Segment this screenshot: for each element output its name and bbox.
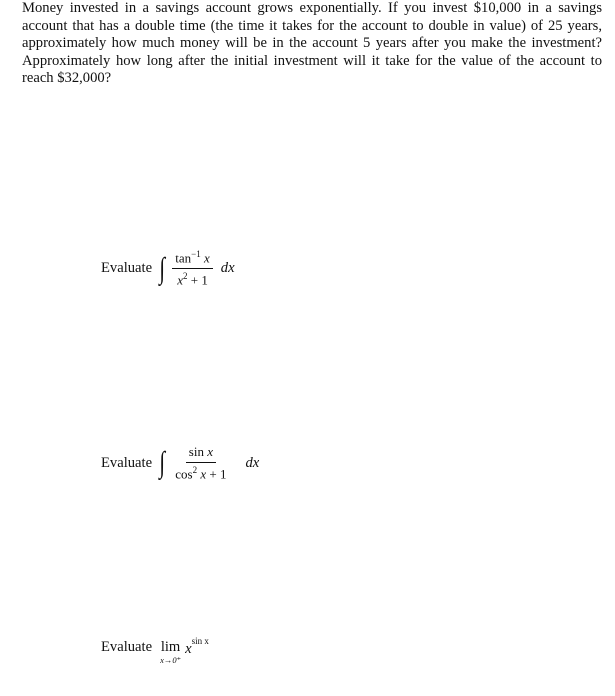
evaluate-label: Evaluate [101,260,153,277]
limit [160,639,181,665]
denominator-rest: + 1 [187,272,208,288]
evaluate-label: Evaluate [101,639,153,655]
integral-sign: ∫ [159,446,166,480]
differential: dx [220,260,235,277]
denominator-var: x [200,466,207,482]
denominator-func: cos [175,466,193,482]
numerator-var: x [204,250,210,266]
numerator-var: x [207,444,213,459]
fraction [172,444,229,482]
problem-limit [101,636,209,665]
denominator-exponent: 2 [183,271,188,282]
limit-base: x [185,640,192,657]
integral-sign: ∫ [159,251,166,285]
inverse-exponent: −1 [191,249,201,259]
fraction [172,249,213,289]
numerator-func: tan [175,250,192,266]
numerator-func: sin [188,444,204,459]
question-text: Money invested in a savings account grows exponentially. If you invest $10,000 in a savings account that has a double time (the time it takes for the account to double in value) of 25 years, approximately how much money will be in the account 5 years after you make the investment? Approximately how long after the initial investment will it take for the value of the account to reach $32,000? [22,0,602,87]
differential: dx [245,454,260,471]
limit-subscript: x→0⁺ [160,655,182,665]
problem-integral-arctan [101,249,235,289]
denominator-exponent: 2 [192,465,198,475]
denominator-var: x [177,272,183,288]
evaluate-label: Evaluate [101,454,153,471]
limit-operator: lim [160,639,181,655]
limit-exponent: sin x [191,636,209,646]
denominator-rest: + 1 [206,466,227,482]
problem-integral-sin [101,444,259,482]
